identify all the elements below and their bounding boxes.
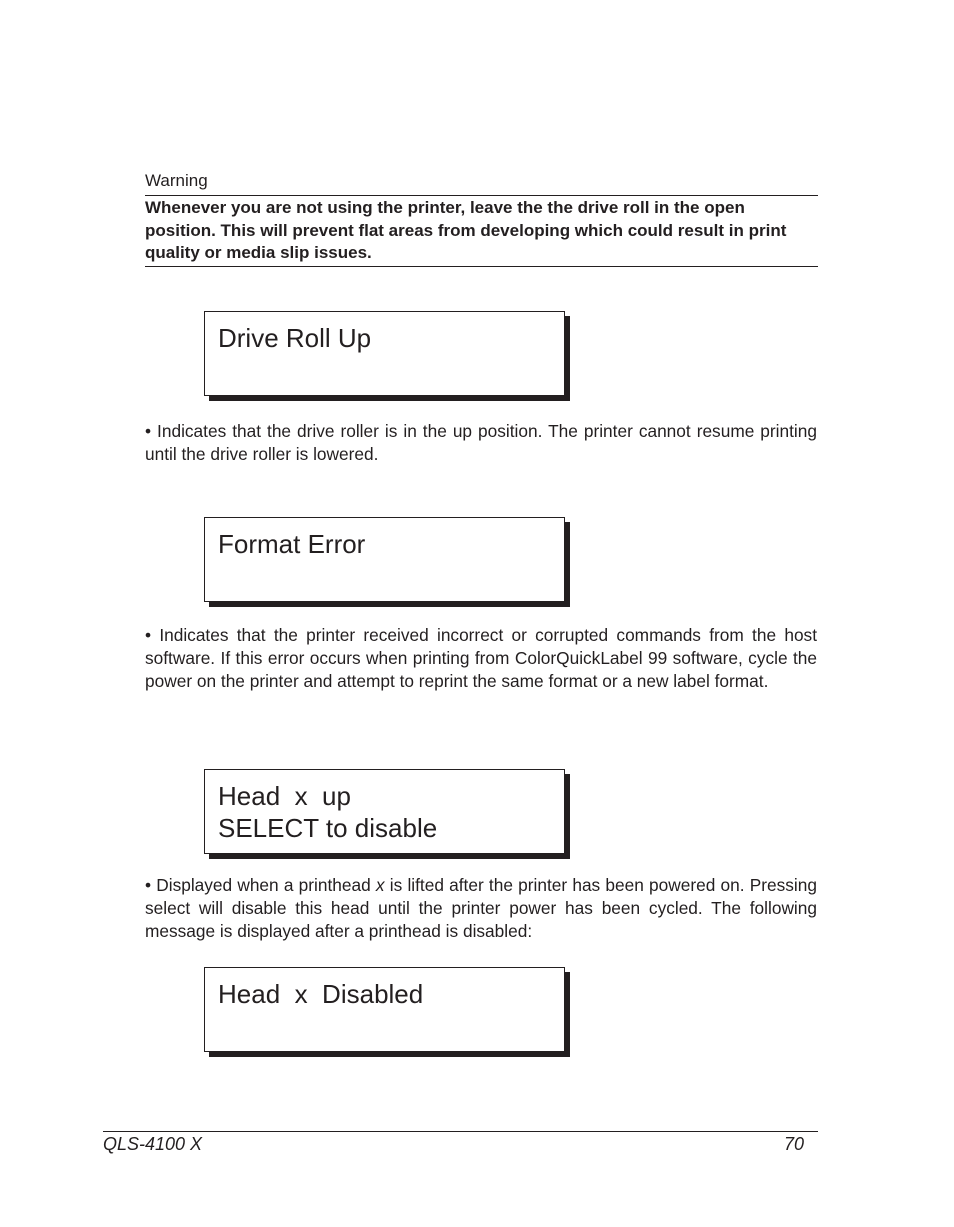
lcd-line: Format Error [218, 529, 366, 559]
lcd-line: Head x up [218, 781, 351, 811]
lcd-display-format-error [204, 517, 565, 602]
description-text: • Displayed when a printhead [145, 875, 376, 895]
format-error-description: • Indicates that the printer received incorrect or corrupted commands from the host software. If this error occurs when printing from ColorQuickLabel 99 software, cycle the power on the printer and attempt to reprint the same format or a new label format. [145, 625, 817, 691]
description-text: is lifted after the printer has been powered on. Pressing select will disable this head until the printer power has been cycled. The following message is displayed after a printhead is disabled: [145, 875, 817, 941]
lcd-line: Head x Disabled [218, 979, 424, 1009]
warning-label: Warning [145, 171, 208, 190]
lcd-line: SELECT to disable [218, 813, 438, 843]
head-up-description [145, 874, 817, 943]
head-variable: x [375, 875, 385, 895]
page-number: 70 [784, 1134, 805, 1154]
lcd-display-drive-roll-up [204, 311, 565, 396]
footer-rule [103, 1131, 818, 1132]
footer-model: QLS-4100 X [103, 1134, 203, 1154]
lcd-line: Drive Roll Up [218, 323, 372, 353]
lcd-display-head-disabled [204, 967, 565, 1052]
warning-text: Whenever you are not using the printer, leave the the drive roll in the open position. This will prevent flat areas from developing which could result in print quality or media slip issues. [145, 198, 787, 262]
drive-roll-up-description: • Indicates that the drive roller is in the up position. The printer cannot resume printing until the drive roller is lowered. [145, 421, 817, 464]
warning-box [145, 195, 818, 267]
lcd-display-head-up [204, 769, 565, 854]
